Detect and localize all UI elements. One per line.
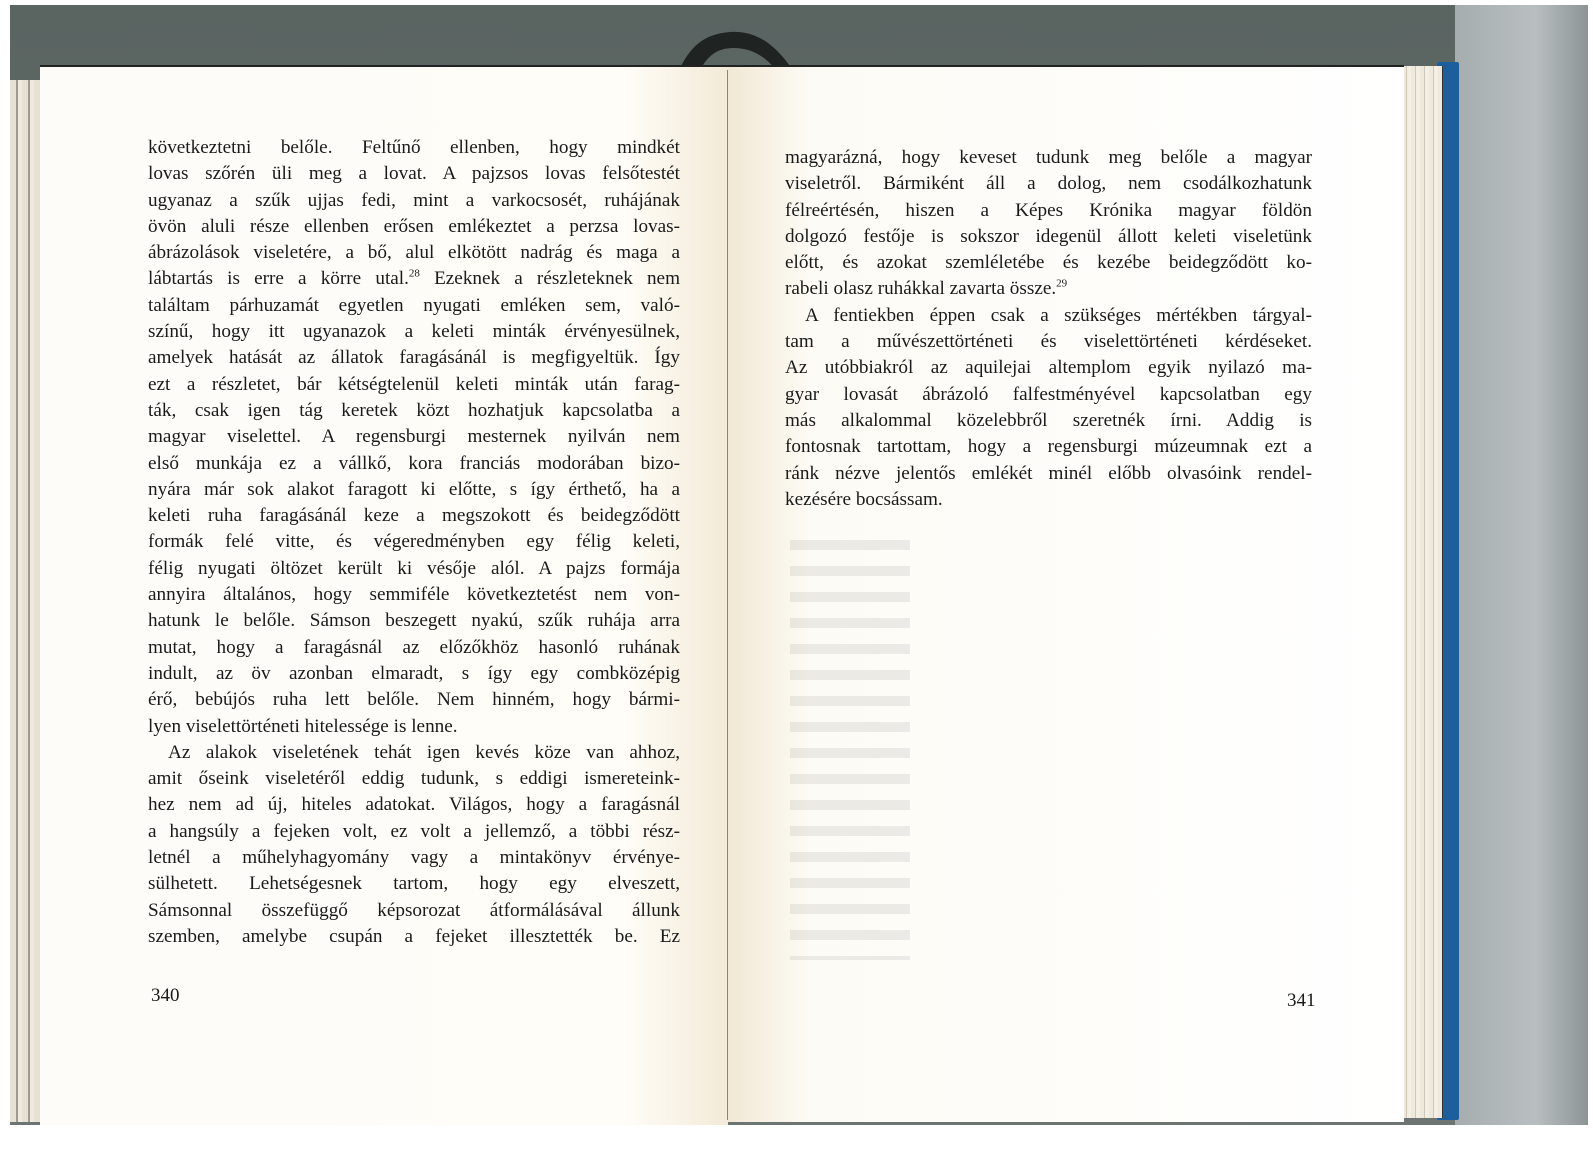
text-line <box>785 250 1312 276</box>
text-line <box>148 608 680 634</box>
book-gutter <box>727 70 728 1120</box>
text-line <box>785 487 1312 513</box>
line-text: viseletről. Bármiként áll a dolog, nem csodálkozhatunk <box>785 173 1312 195</box>
line-text: övön aluli része ellenben erősen emlékeztet a perzsa lovas- <box>148 215 680 237</box>
line-text: ezt a részletet, bár kétségtelenül keleti minták után farag- <box>148 373 680 395</box>
line-text: szemben, amelybe csupán a fejeket illesztették be. Ez <box>148 925 680 947</box>
text-line <box>785 171 1312 197</box>
text-line <box>785 224 1312 250</box>
line-text: félig nyugati öltözet került ki vésője alól. A pajzs formája <box>148 557 680 579</box>
line-text: Az utóbbiakról az aquilejai altemplom egyik nyilazó ma- <box>785 357 1312 379</box>
text-line <box>148 792 680 818</box>
text-line <box>148 740 680 766</box>
line-text: első munkája ez a vállkő, kora franciás modorában bizo- <box>148 452 680 474</box>
text-line <box>785 408 1312 434</box>
text-line <box>785 382 1312 408</box>
scanner-background-right <box>1455 5 1588 1125</box>
text-line <box>148 766 680 792</box>
line-text: gyar lovasát ábrázoló falfestményével kapcsolatban egy <box>785 383 1312 405</box>
line-text: ták, csak igen tág keretek közt hozhatjuk kapcsolatba a <box>148 399 680 421</box>
text-line <box>148 398 680 424</box>
line-text: hez nem ad új, hiteles adatokat. Világos, hogy a faragásnál <box>148 794 680 816</box>
line-text: formák felé vitte, és végeredményben egy félig keleti, <box>148 531 680 553</box>
line-text: ránk nézve jelentős emlékét minél előbb olvasóink rendel- <box>785 462 1312 484</box>
text-line <box>148 924 680 950</box>
line-text: sülhetett. Lehetségesnek tartom, hogy egy elveszett, <box>148 873 680 895</box>
text-line <box>785 434 1312 460</box>
line-text: a hangsúly a fejeken volt, ez volt a jellemző, a többi rész- <box>148 820 680 842</box>
line-text: mutat, hogy a faragásnál az előzőkhöz hasonló ruhának <box>148 636 680 658</box>
line-text: indult, az öv azonban elmaradt, s így egy combközépig <box>148 662 680 684</box>
line-text: lábtartás is erre a körre utal. <box>148 268 409 290</box>
text-line <box>148 477 680 503</box>
line-text: találtam párhuzamát egyetlen nyugati emléken sem, való- <box>148 294 680 316</box>
line-text: lovas szőrén üli meg a lovat. A pajzsos lovas felsőtestét <box>148 163 680 185</box>
page-edges-right <box>1402 66 1443 1118</box>
text-line <box>148 556 680 582</box>
text-line <box>148 503 680 529</box>
line-text: félreértésén, hiszen a Képes Krónika magyar földön <box>785 199 1312 221</box>
text-line <box>148 898 680 924</box>
line-text: érő, bebújós ruha lett belőle. Nem hinném, hogy bármi- <box>148 689 680 711</box>
footnote-reference: 28 <box>408 268 420 281</box>
line-text: keleti ruha faragásánál keze a megszokott és beidegződött <box>148 505 680 527</box>
text-line <box>148 214 680 240</box>
line-text: ugyanaz a szűk ujjas fedi, mint a varkocsosét, ruhájának <box>148 189 680 211</box>
line-text: annyira általános, hogy semmiféle következtetést nem von- <box>148 584 680 606</box>
line-text: más alkalommal közelebbről szeretnék írni. Addig is <box>785 409 1312 431</box>
line-text: nyára már sok alakot faragott ki előtte, s így érthető, ha a <box>148 478 680 500</box>
text-line <box>785 329 1312 355</box>
line-text: magyar viselettel. A regensburgi mesternek nyilván nem <box>148 426 680 448</box>
text-line <box>148 582 680 608</box>
text-line <box>148 424 680 450</box>
text-line <box>148 293 680 319</box>
line-text: magyarázná, hogy keveset tudunk meg belőle a magyar <box>785 147 1312 168</box>
line-text: amit őseink viseletéről eddig tudunk, s eddigi ismereteink- <box>148 768 680 790</box>
text-line <box>148 635 680 661</box>
text-line <box>148 135 680 161</box>
line-text: tam a művészettörténeti és viselettörténeti kérdéseket. <box>785 331 1312 353</box>
footnote-reference: 29 <box>1056 278 1068 291</box>
line-text: A fentiekben éppen csak a szükséges mértékben tárgyal- <box>805 304 1312 326</box>
page-number-left: 340 <box>151 985 180 1006</box>
line-text: Az alakok viseletének tehát igen kevés köze van ahhoz, <box>168 741 680 763</box>
text-line <box>148 529 680 555</box>
text-line <box>148 188 680 214</box>
line-text: Sámsonnal összefüggő képsorozat átformálásával állunk <box>148 899 680 921</box>
line-text: dolgozó festője is sokszor idegenül állott keleti viseletünk <box>785 225 1312 247</box>
text-line <box>148 661 680 687</box>
line-text: ábrázolások viseletére, a bő, alul elkötött nadrág és maga a <box>148 242 680 264</box>
text-line <box>148 345 680 371</box>
text-line <box>148 451 680 477</box>
line-text: hatunk le belőle. Sámson beszegett nyakú, szűk ruhája arra <box>148 610 680 632</box>
line-text: kezésére bocsássam. <box>785 488 943 510</box>
text-line <box>148 687 680 713</box>
line-text: letnél a műhelyhagyomány vagy a mintakönyv érvénye- <box>148 847 680 869</box>
text-line <box>785 198 1312 224</box>
text-line <box>148 240 680 266</box>
line-text: következtetni belőle. Feltűnő ellenben, hogy mindkét <box>148 137 680 158</box>
text-line <box>148 871 680 897</box>
line-text: rabeli olasz ruhákkal zavarta össze. <box>785 278 1057 300</box>
text-line <box>148 372 680 398</box>
line-text: fontosnak tartottam, hogy a regensburgi múzeumnak ezt a <box>785 436 1312 458</box>
text-line <box>148 819 680 845</box>
line-text: amelyek hatását az állatok faragásánál is megfigyeltük. Így <box>148 347 680 369</box>
show-through-text <box>790 540 910 960</box>
text-line <box>785 461 1312 487</box>
text-line <box>148 161 680 187</box>
text-line <box>148 319 680 345</box>
text-line <box>148 714 680 740</box>
page-number-right: 341 <box>1287 990 1316 1011</box>
text-line <box>785 145 1312 171</box>
text-line <box>785 355 1312 381</box>
left-page-text <box>148 135 680 950</box>
line-text-continued: Ezeknek a részleteknek nem <box>419 268 681 290</box>
text-line <box>785 303 1312 329</box>
right-page-text <box>785 145 1312 513</box>
line-text: színű, hogy itt ugyanazok a keleti minták érvényesülnek, <box>148 321 680 343</box>
text-line <box>148 266 680 292</box>
line-text: lyen viselettörténeti hitelessége is lenne. <box>148 715 458 737</box>
text-line <box>148 845 680 871</box>
line-text: előtt, és azokat szemléletébe és kezébe beidegződött ko- <box>785 252 1312 274</box>
text-line <box>785 276 1312 302</box>
